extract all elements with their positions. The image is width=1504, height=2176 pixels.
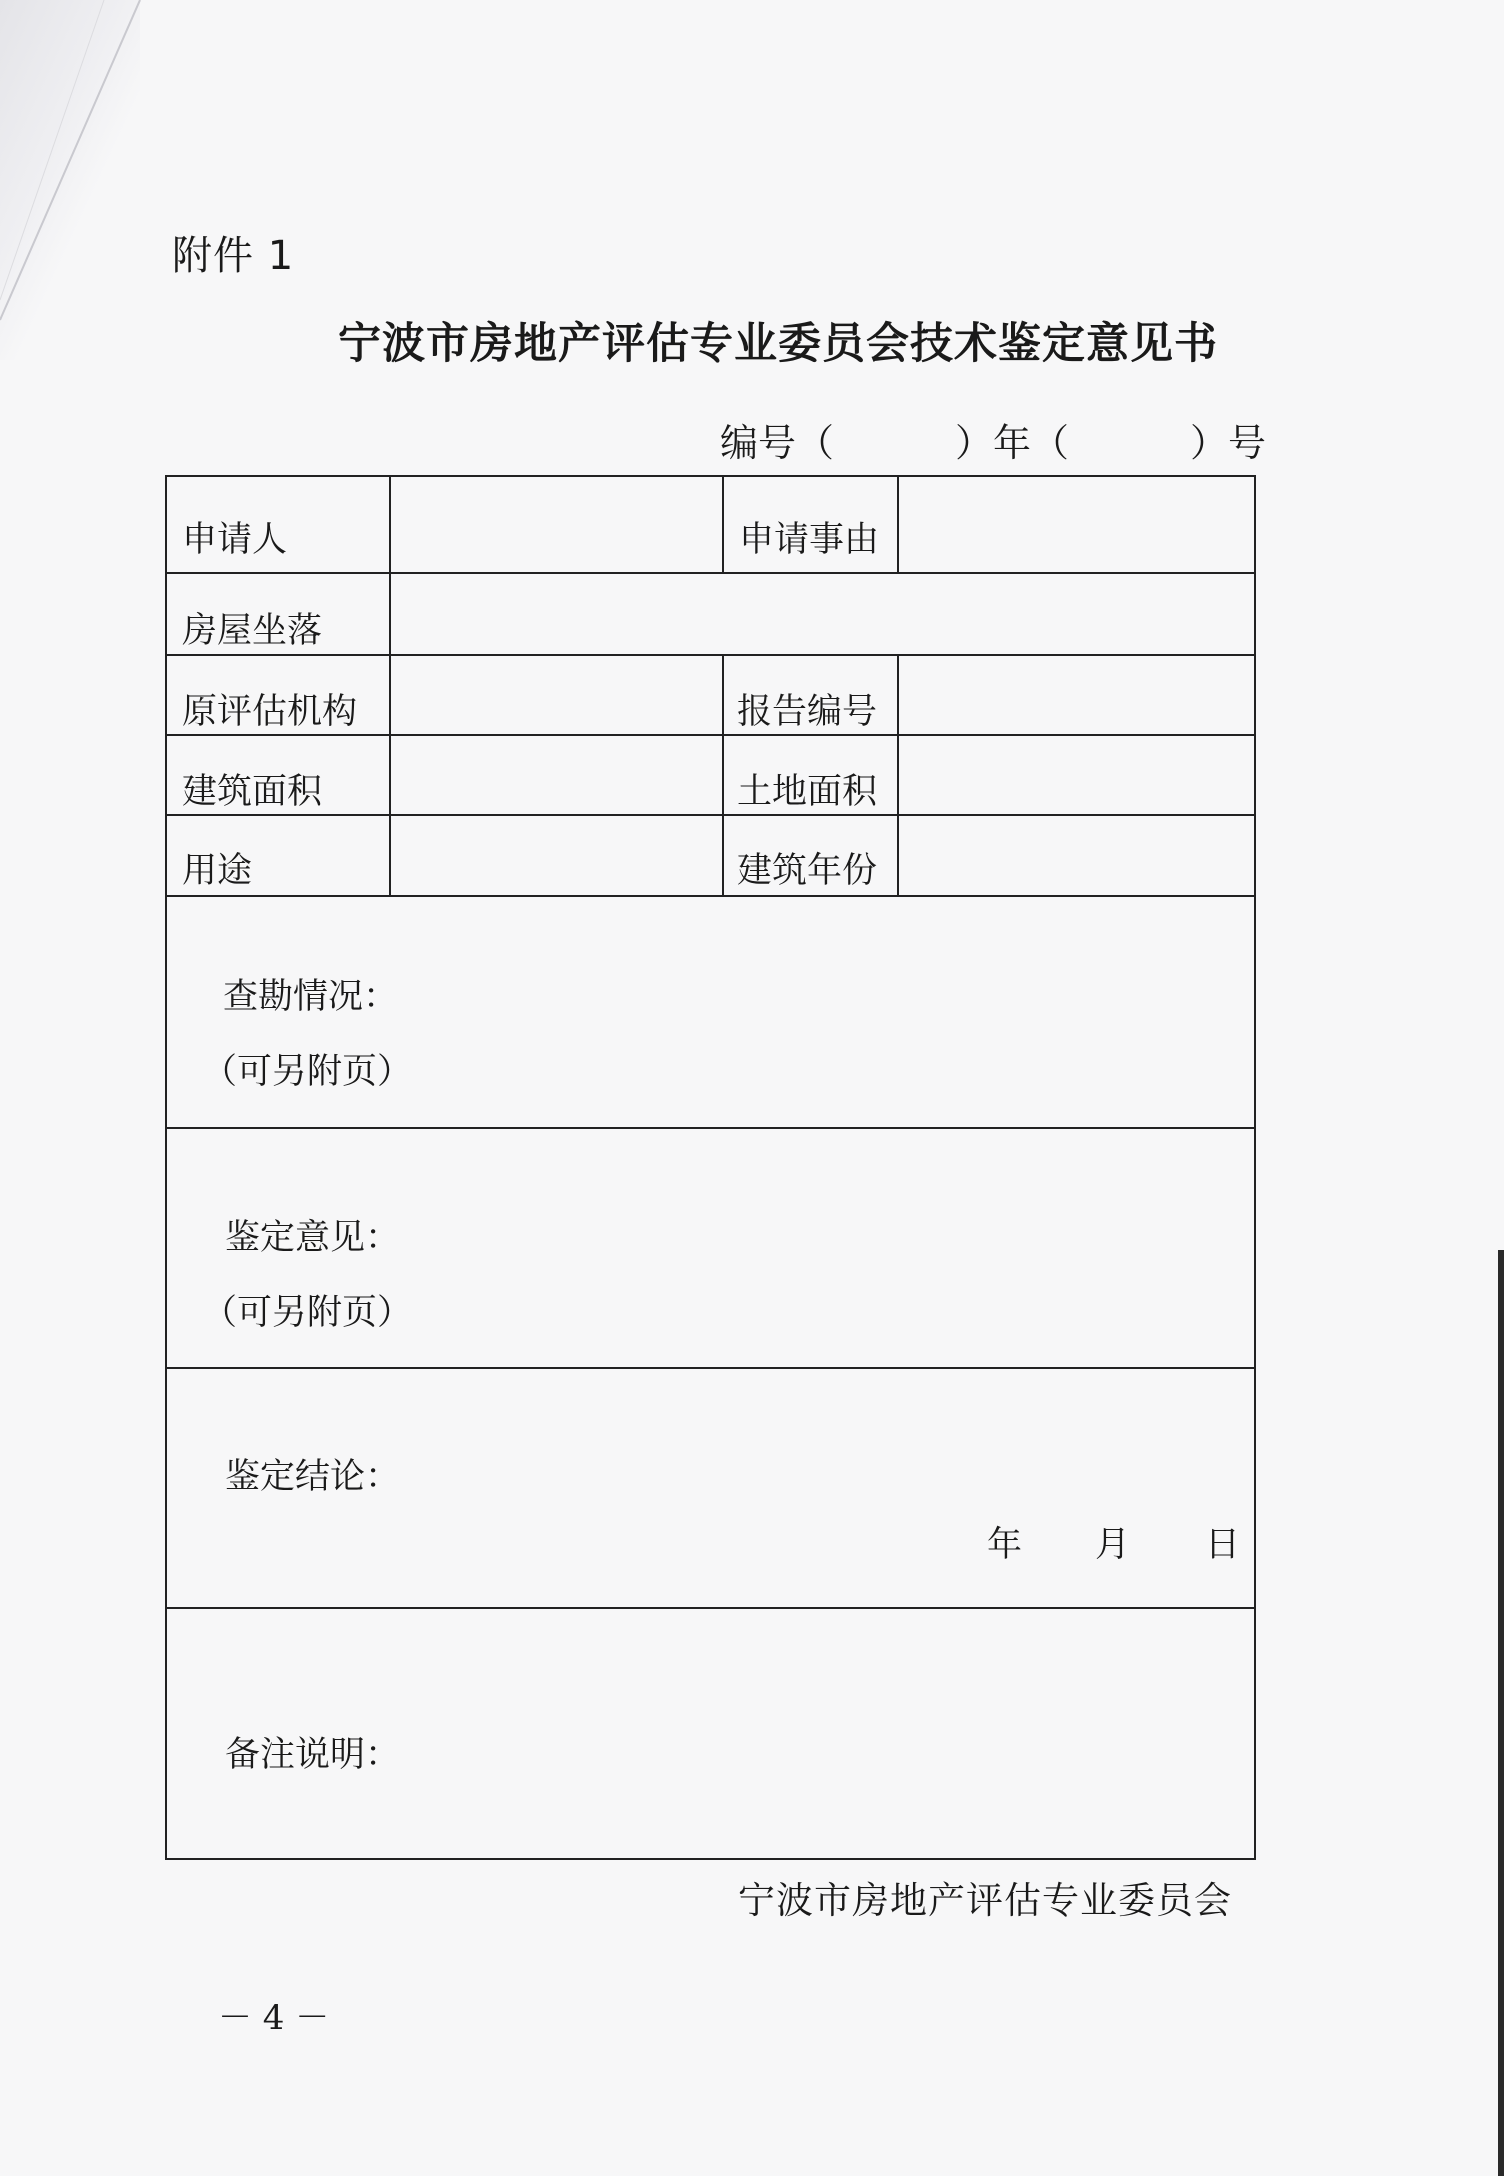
section-inspection: 查勘情况：: [223, 977, 399, 1017]
section-conclusion: 鉴定结论：: [225, 1457, 401, 1497]
issuing-committee: 宁波市房地产评估专业委员会: [738, 1879, 1232, 1922]
page-fold-edge: [0, 0, 150, 360]
label-location: 房屋坐落: [182, 611, 323, 651]
serial-suffix: ）号: [1190, 421, 1267, 465]
row-divider: [167, 814, 1254, 816]
label-reason: 申请事由: [739, 520, 880, 560]
serial-prefix: 编号（: [720, 421, 835, 465]
label-usage: 用途: [182, 851, 253, 891]
column-divider: [722, 477, 724, 572]
date-month: 月: [1095, 1525, 1131, 1565]
row-divider: [167, 1607, 1254, 1609]
date-year: 年: [987, 1525, 1023, 1565]
date-day: 日: [1205, 1525, 1241, 1565]
page-number: － 4 －: [218, 1998, 330, 2038]
row-divider: [167, 895, 1254, 897]
label-applicant: 申请人: [182, 520, 288, 560]
row-divider: [167, 1127, 1254, 1129]
label-report-no: 报告编号: [737, 692, 878, 732]
page-right-edge: [1498, 1250, 1504, 2176]
column-divider: [897, 654, 899, 895]
appraisal-form-table: [165, 475, 1256, 1860]
row-divider: [167, 1367, 1254, 1369]
label-building-area: 建筑面积: [182, 772, 323, 812]
label-build-year: 建筑年份: [737, 851, 878, 891]
conclusion-date: [987, 1517, 1240, 1567]
column-divider: [389, 477, 391, 895]
row-divider: [167, 572, 1254, 574]
column-divider: [722, 654, 724, 895]
attachment-label: 附件 1: [172, 233, 295, 279]
section-inspection-note: （可另附页）: [202, 1052, 413, 1092]
label-land-area: 土地面积: [737, 772, 878, 812]
serial-mid: ）年（: [955, 421, 1070, 465]
document-title: 宁波市房地产评估专业委员会技术鉴定意见书: [338, 319, 1218, 369]
section-opinion-note: （可另附页）: [202, 1293, 413, 1333]
row-divider: [167, 734, 1254, 736]
row-divider: [167, 654, 1254, 656]
column-divider: [897, 477, 899, 572]
section-opinion: 鉴定意见：: [225, 1218, 401, 1258]
section-remarks: 备注说明：: [225, 1735, 401, 1775]
label-original-agency: 原评估机构: [182, 692, 358, 732]
